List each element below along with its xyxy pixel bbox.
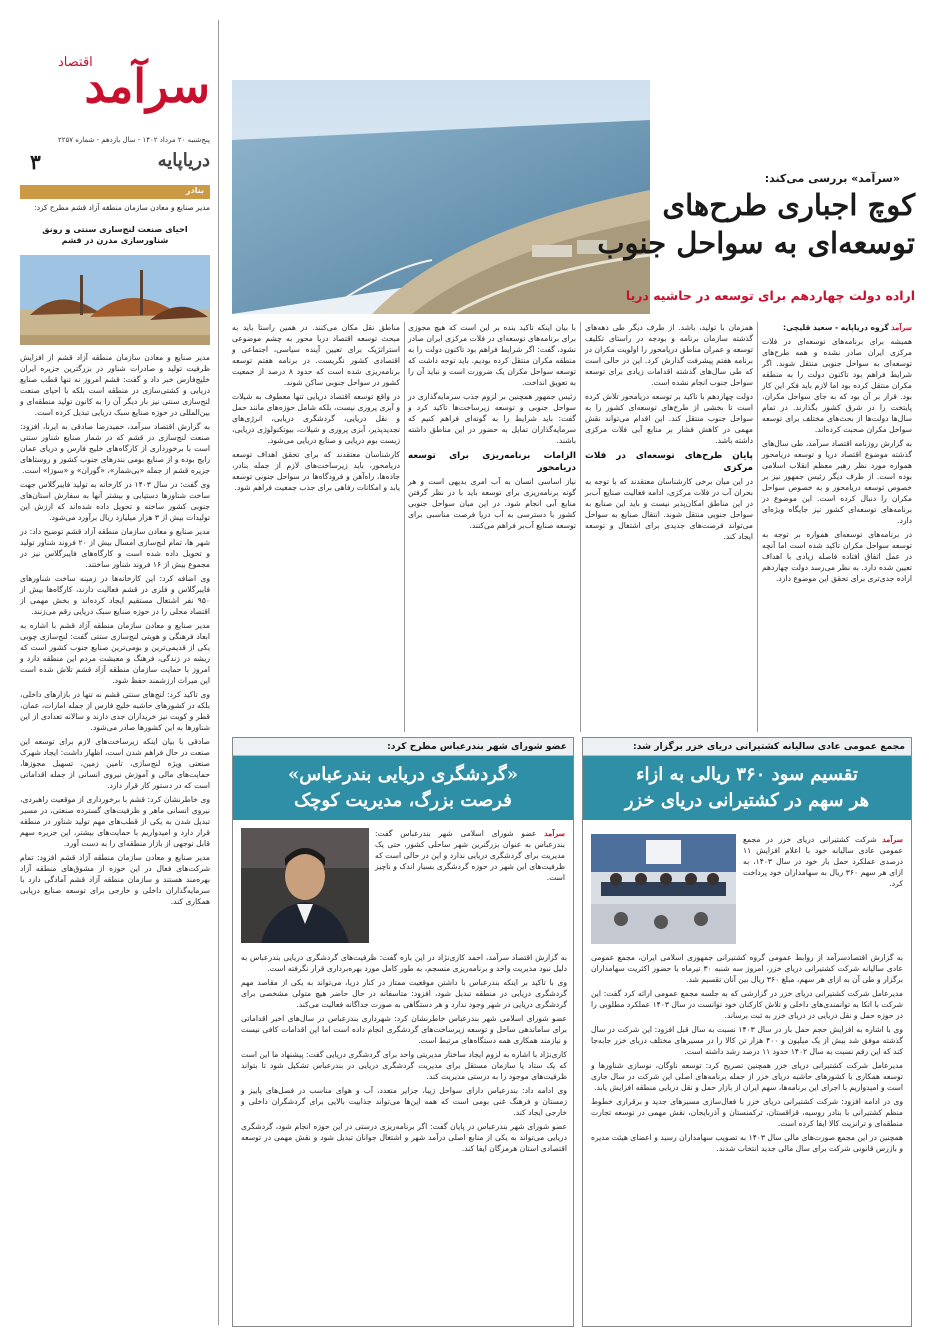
caspian-paragraph: وی در ادامه افزود: شرکت کشتیرانی دریای خزر با فعال‌سازی مسیرهای جدید و برقراری خطوط منظم کشتیرانی با بنادر روسیه، قزاقستان، ترکمنستان و آذربایجان، نقش مهمی در توسعه تجارت منطقه‌ای و ترانزیت کالا ایفا کرده است. xyxy=(591,1097,903,1128)
tourism-paragraph: وی با تاکید بر اینکه بندرعباس با داشتن موقعیت ممتاز در کنار دریا، می‌تواند به یکی از مقاصد مهم گردشگری دریایی در منطقه تبدیل شود، افزود: متاسفانه در حال حاضر هیچ متولی مشخصی برای گردشگری دریایی در شهر وجود ندارد و هر دستگاهی به صورت جداگانه فعالیت می‌کند. xyxy=(241,978,567,1009)
main-paragraph: در این میان برخی کارشناسان معتقدند که با توجه به بحران آب در فلات مرکزی، ادامه فعالیت صنایع آب‌بر در این مناطق امکان‌پذیر نیست و باید این صنایع به سواحل جنوبی منتقل شوند. انتقال صنایع به سواحل می‌تواند فرصت‌های جدیدی برای اشتغال و توسعه ایجاد کند. xyxy=(585,477,753,541)
sidebar-headline: احیای صنعت لنج‌سازی سنتی و رونق شناورسازی مدرن در قشم xyxy=(42,224,188,245)
main-headline xyxy=(470,186,915,262)
page-number: ۳ xyxy=(30,150,41,174)
issue-info: پنج‌شنبه ۲۰ مرداد ۱۴۰۲ - سال یازدهم - شماره ۲۲۵۷ xyxy=(57,136,210,144)
tourism-headline-line1: «گردشگری دریایی بندرعباس» xyxy=(287,764,519,785)
main-column-4 xyxy=(232,322,400,734)
caspian-intro-body: شرکت کشتیرانی دریای خزر در مجمع عمومی عادی سالیانه خود با اعلام افزایش ۱۱ درصدی عملکرد حمل بار خود در سال ۱۴۰۳، به ازای هر سهم ۳۶۰ ریال به سهامداران خود پرداخت کرد. xyxy=(743,835,903,888)
byline xyxy=(762,322,912,333)
sidebar-paragraph: وی گفت: در سال ۱۴۰۳ در کارخانه به تولید فایبرگلاس جهت ساخت شناورها دستیابی و بیشتر آنها به سفارش استان‌های جنوبی کشور ساخته و تحویل داده شده‌اند که ارزش این تولیدات بیش از ۳ هزار میلیارد ریال برآورد می‌شود. xyxy=(20,480,210,522)
main-paragraph: کارشناسان معتقدند که برای تحقق اهداف توسعه دریامحور، باید زیرساخت‌های لازم از جمله بنادر، جاده‌ها، راه‌آهن و فرودگاه‌ها در سواحل جنوبی توسعه یابد و امکانات رفاهی برای جذب جمعیت فراهم شود. xyxy=(232,450,400,492)
caspian-body xyxy=(591,952,903,1320)
masthead-small-text: اقتصاد xyxy=(58,55,93,70)
byline-brand: سرآمد xyxy=(891,323,912,332)
tourism-body xyxy=(241,952,567,1320)
main-paragraph: در برنامه‌های توسعه‌ای همواره بر توجه به توسعه سواحل مکران تاکید شده است اما آنچه در عمل اتفاق افتاده فاصله زیادی با اهداف تعیین شده دارد. به نظر می‌رسد دولت چهاردهم اراده جدی‌تری برای تحقق این موضوع دارد. xyxy=(762,530,912,583)
main-kicker: «سرآمد» بررسی می‌کند: xyxy=(764,172,900,185)
caspian-brand: سرآمد xyxy=(882,835,903,844)
sidebar-paragraph: وی اضافه کرد: این کارخانه‌ها در زمینه ساخت شناورهای فایبرگلاس و فلزی در قشم فعالیت دارند، کارگاه‌ها بیش از ۹۵۰ نفر اشتغال مستقیم ایجاد کرده‌اند و بخش مهمی از اقتصاد محلی را در حوزه صنایع سبک دریایی رقم می‌زنند. xyxy=(20,574,210,616)
main-subheading: الزامات برنامه‌ریزی برای توسعه دریامحور xyxy=(408,451,576,473)
sidebar-paragraph: مدیر صنایع و معادن سازمان منطقه آزاد قشم از افزایش ظرفیت تولید و صادرات شناور در بزرگترین جزیره ایران خلیج‌فارس خبر داد و گفت: قشم امروز نه تنها قطب صنایع دریایی و کشتی‌سازی در منطقه است بلکه با احیای صنعت لنج‌سازی سنتی نیز بار دیگر آن را به کانون تولید منطقه‌ای و بین‌المللی در حوزه صنایع سبک دریایی تبدیل کرده است. xyxy=(20,353,210,417)
tourism-headline-line2: فرصت بزرگ، مدیریت کوچک xyxy=(294,790,512,811)
tourism-brand: سرآمد xyxy=(544,829,565,838)
caspian-headline-line2: هر سهم در کشتیرانی دریای خزر xyxy=(624,790,870,811)
sidebar-paragraph: مدیر صنایع و معادن سازمان منطقه آزاد قشم افزود: تمام شرکت‌های فعال در این حوزه از مشوق‌های منطقه آزاد بهره‌مند هستند و سازمان منطقه آزاد قشم آمادگی دارد با سرمایه‌گذاران داخلی و خارجی برای توسعه صنایع دریایی همکاری کند. xyxy=(20,853,210,906)
caspian-paragraph: به گزارش اقتصادسرآمد از روابط عمومی گروه کشتیرانی جمهوری اسلامی ایران، مجمع عمومی عادی سالیانه شرکت کشتیرانی دریای خزر، امروز سه شنبه ۳۰ تیرماه با حضور اکثریت سهامداران برگزار و طی آن به ازای هر سهم، مبلغ ۳۶۰ ریال بین آنان تقسیم شد. xyxy=(591,953,903,984)
tourism-headline xyxy=(233,756,573,820)
tourism-paragraph: کاری‌نژاد با اشاره به لزوم ایجاد ساختار مدیریتی واحد برای گردشگری دریایی گفت: پیشنهاد ما این است که یک ستاد یا سازمان مستقل برای مدیریت گردشگری دریایی در بندرعباس تشکیل شود تا بتواند ظرفیت‌های موجود را به درستی مدیریت کند. xyxy=(241,1050,567,1081)
section-band: بنادر xyxy=(20,185,210,199)
caspian-paragraph: مدیرعامل شرکت کشتیرانی دریای خزر همچنین تصریح کرد: توسعه ناوگان، نوسازی شناورها و توسعه همکاری با کشورهای حاشیه دریای خزر از جمله برنامه‌های اصلی این شرکت در سال جاری است و امیدواریم با اجرای این برنامه‌ها، سهم ایران از بازار حمل و نقل دریایی منطقه افزایش یابد. xyxy=(591,1061,903,1092)
caspian-headline xyxy=(583,756,911,820)
main-paragraph: مناطق نقل مکان می‌کنند. در همین راستا باید به مبحث توسعه اقتصاد دریا محور به چشم موضوعی استراتژیک برای تعیین آینده سیاسی، اجتماعی و اقتصادی کشور نگریست. در برنامه هفتم توسعه برنامه‌ریزی شده است که حدود ۸ درصد از جمعیت کشور در سواحل جنوبی ساکن شوند. xyxy=(232,323,400,387)
tourism-paragraph: عضو شورای شهر بندرعباس در پایان گفت: اگر برنامه‌ریزی درستی در این حوزه انجام شود، گردشگری دریایی می‌تواند به یکی از منابع اصلی درآمد شهر و اشتغال جوانان تبدیل شود و نقش مهمی در توسعه اقتصادی استان هرمزگان ایفا کند. xyxy=(241,1122,567,1153)
main-paragraph: به گزارش روزنامه اقتصاد سرآمد، طی سال‌های گذشته موضوع اقتصاد دریا و توسعه دریامحور همواره مورد نظر رهبر معظم انقلاب اسلامی بوده است. از طرف دیگر رئیس جمهور نیز بر خصوص توسعه دریامحور و به خصوص سواحل مکران را دنبال کرده است. این موضوع در برنامه‌های توسعه‌ای کشور نیز جایگاه ویژه‌ای دارد. xyxy=(762,439,912,525)
sidebar-divider xyxy=(218,20,219,1325)
tourism-paragraph: وی ادامه داد: بندرعباس دارای سواحل زیبا، جزایر متعدد، آب و هوای مناسب در فصل‌های پاییز و زمستان و فرهنگ غنی بومی است که همه این‌ها می‌تواند جذابیت بالایی برای گردشگران داخلی و خارجی ایجاد کند. xyxy=(241,1086,567,1117)
sidebar-paragraph: مدیر صنایع و معادن سازمان منطقه آزاد قشم توضیح داد: در شهر ها، تمام لنج‌سازی امسال بیش از ۲۰ فروند شناور تولید و تحویل داده شده است و کارگاه‌های فایبرگلاس نیز در مجموع بیش از ۱۶ فروند شناور ساختند. xyxy=(20,527,210,569)
main-paragraph: با بیان اینکه تاکید بنده بر این است که هیچ مجوزی برای برنامه‌های توسعه‌ای در فلات مرکزی ایران صادر نشود، گفت: اگر شرایط فراهم بود تاکنون دولت را به منطقه مکران منتقل کرده بودیم. باید توجه داشت که توسعه سواحل مکران یک ضرورت است و نباید آن را به تعویق انداخت. xyxy=(408,323,576,387)
tourism-paragraph: به گزارش اقتصاد سرآمد، احمد کاری‌نژاد در این باره گفت: ظرفیت‌های گردشگری دریایی بندرعباس به دلیل نبود مدیریت واحد و برنامه‌ریزی منسجم، به طور کامل مورد بهره‌برداری قرار نگرفته است. xyxy=(241,953,567,973)
sidebar-kicker: مدیر صنایع و معادن سازمان منطقه آزاد قشم مطرح کرد: xyxy=(34,203,210,212)
caspian-intro xyxy=(743,834,903,946)
main-paragraph: همزمان با تولید، باشد. از طرف دیگر طی دهه‌های گذشته سازمان برنامه و بودجه در راستای تکلیف توسعه و عمران مناطق دریامحور را اولویت مکران در برنامه هفتم پیشرفت گذارش کرد. این در حالی است که طی سال‌های گذشته اقدامات زیادی برای توسعه سواحل جنوب انجام نشده است. xyxy=(585,323,753,387)
sidebar-article-body xyxy=(20,352,210,1322)
sidebar-paragraph: صادقی با بیان اینکه زیرساخت‌های لازم برای توسعه این صنعت در حال فراهم شدن است، اظهار داشت: ایجاد شهرک صنعتی ویژه لنج‌سازی، تامین زمین، تسهیل مجوزها، حمایت‌های مالی و آموزش نیروی انسانی از جمله اقداماتی است که در دستور کار قرار دارد. xyxy=(20,737,210,790)
masthead-logo: سرآمد xyxy=(84,59,210,113)
tourism-intro xyxy=(375,828,565,948)
sidebar-paragraph: وی خاطرنشان کرد: قشم با برخورداری از موقعیت راهبردی، نیروی انسانی ماهر و ظرفیت‌های گسترده صنعتی، در مسیر تبدیل شدن به یکی از قطب‌های مهم تولید شناور در منطقه قرار دارد و امیدواریم با حمایت‌های بیشتر، این جزیره سهم قابل توجهی از بازار منطقه‌ای را به دست آورد. xyxy=(20,795,210,848)
main-paragraph: در واقع توسعه اقتصاد دریایی تنها معطوف به شیلات و آبزی پروری نیست، بلکه شامل حوزه‌های مانند حمل و نقل دریایی، گردشگری دریایی، انرژی‌های تجدیدپذیر، آبزی پروری و شیلات، بیوتکنولوژی دریایی، زیست بوم دریایی و صنایع دریایی می‌شود. xyxy=(232,392,400,445)
main-column-3 xyxy=(408,322,576,734)
main-paragraph: رئیس جمهور همچنین بر لزوم جذب سرمایه‌گذاری در سواحل جنوبی و توسعه زیرساخت‌ها تاکید کرد و گفت: باید شرایط را به گونه‌ای فراهم کنیم که سرمایه‌گذاران تمایل به حضور در این مناطق داشته باشند. xyxy=(408,392,576,445)
tourism-intro-body: عضو شورای اسلامی شهر بندرعباس گفت: بندرعباس به عنوان بزرگترین شهر ساحلی کشور، حتی یک مدیریت برای گردشگری دریایی ندارد و این در حالی است که ظرفیت‌های این شهر در حوزه گردشگری بسیار اندک و ناچیز است. xyxy=(375,829,565,882)
main-paragraph: همیشه برای برنامه‌های توسعه‌ای در فلات مرکزی ایران صادر نشده و همه طرح‌های توسعه‌ای به سواحل جنوبی منتقل شوند. اگر شرایط فراهم بود تاکنون دولت را به منطقه مکران منتقل کرده بود اما لازم باید فکر این کار بود. قرار بر آن بود که به جای سواحل مکران، پایتخت را در شرق کشور بگذارند. در تمام سال‌ها دولت‌ها از بحث‌های مختلف برای توسعه سواحل مکران صحبت کرده‌اند. xyxy=(762,337,912,434)
main-column-2 xyxy=(585,322,753,734)
column-divider xyxy=(580,322,581,732)
caspian-intro-text xyxy=(743,834,903,889)
caspian-headline-line1: تقسیم سود ۳۶۰ ریالی به ازاء xyxy=(636,764,858,785)
section-name: دریاپایه xyxy=(157,150,210,171)
caspian-paragraph: مدیرعامل شرکت کشتیرانی دریای خزر در گزارشی که به جلسه مجمع عمومی ارائه کرد گفت: این شرکت با اتکا به توانمندی‌های داخلی و تلاش کارکنان خود توانست در سال ۱۴۰۳ عملکرد مطلوبی را در حوزه حمل و نقل دریایی در دریای خزر به ثبت برساند. xyxy=(591,989,903,1020)
main-paragraph: دولت چهاردهم با تاکید بر توسعه دریامحور تلاش کرده است تا بخشی از طرح‌های توسعه‌ای کشور را به سواحل جنوب منتقل کند. این اقدام می‌تواند نقش مهمی در کاهش فشار بر منابع آبی فلات مرکزی داشته باشد. xyxy=(585,392,753,445)
masthead xyxy=(40,55,210,125)
tourism-paragraph: عضو شورای اسلامی شهر بندرعباس خاطرنشان کرد: شهرداری بندرعباس در سال‌های اخیر اقداماتی برای ساماندهی ساحل و توسعه زیرساخت‌های گردشگری انجام داده است اما این اقدامات کافی نیست و نیازمند همکاری همه دستگاه‌های مرتبط است. xyxy=(241,1014,567,1045)
bandar-abbas-tourism-box xyxy=(232,737,574,1327)
byline-author: گروه دریاپایه - سعید قلیچی: xyxy=(783,323,889,332)
tourism-intro-text xyxy=(375,828,565,883)
column-divider xyxy=(757,322,758,732)
sidebar-paragraph: وی تاکید کرد: لنج‌های سنتی قشم نه تنها در بازارهای داخلی، بلکه در کشورهای حاشیه خلیج فارس از جمله امارات، عمان، قطر و کویت نیز خریداران جدی دارند و سالانه تعدادی از این شناورها به این کشورها صادر می‌شود. xyxy=(20,690,210,732)
caspian-paragraph: وی با اشاره به افزایش حجم حمل بار در سال ۱۴۰۳ نسبت به سال قبل افزود: این شرکت در سال گذشته موفق شد بیش از یک میلیون و ۴۰۰ هزار تن کالا را در مسیرهای مختلف دریای خزر جابه‌جا کند که این رقم نسبت به سال ۱۴۰۲ حدود ۱۱ درصد رشد داشته است. xyxy=(591,1025,904,1056)
tourism-kicker: عضو شورای شهر بندرعباس مطرح کرد: xyxy=(233,738,573,756)
caspian-meeting-photo xyxy=(591,834,736,944)
sidebar-paragraph: مدیر صنایع و معادن سازمان منطقه آزاد قشم با اشاره به ابعاد فرهنگی و هویتی لنج‌سازی سنتی گفت: لنج‌سازی چوبی یکی از قدیمی‌ترین و بومی‌ترین صنایع جنوب کشور است که ریشه در زندگی، فرهنگ و معیشت مردم این منطقه دارد و امروز با حمایت سازمان منطقه آزاد قشم تلاش شده است این میراث ارزشمند حفظ شود. xyxy=(20,621,210,685)
main-subheadline: اراده دولت چهاردهم برای توسعه در حاشیه دریا xyxy=(625,288,915,303)
column-divider xyxy=(404,322,405,732)
main-paragraph: نیاز اساسی انسان به آب امری بدیهی است و هر گونه برنامه‌ریزی برای توسعه باید با در نظر گرفتن منابع آبی انجام شود. در این میان سواحل جنوبی کشور با دسترسی به آب دریا فرصت مناسبی برای توسعه صنایع آب‌بر فراهم می‌کنند. xyxy=(408,477,576,530)
main-subheading: پایان طرح‌های توسعه‌ای در فلات مرکزی xyxy=(585,451,753,473)
caspian-shipping-box xyxy=(582,737,912,1327)
main-headline-line1: کوچ اجباری طرح‌های xyxy=(662,188,915,222)
council-member-portrait xyxy=(241,828,369,943)
caspian-paragraph: همچنین در این مجمع صورت‌های مالی سال ۱۴۰۳ به تصویب سهامداران رسید و اعضای هیئت مدیره و بازرس قانونی شرکت برای سال مالی جدید انتخاب شدند. xyxy=(591,1133,904,1153)
main-column-1 xyxy=(762,322,912,734)
caspian-kicker: مجمع عمومی عادی سالیانه کشتیرانی دریای خزر برگزار شد: xyxy=(583,738,911,756)
main-headline-line2: توسعه‌ای به سواحل جنوب xyxy=(597,226,915,260)
sidebar-paragraph: به گزارش اقتصاد سرآمد، حمیدرضا صادقی به ایرنا، افزود: صنعت لنج‌سازی در قشم که در شمار صنایع شناور سنتی است با برخورداری از کارگاه‌های خلیج فارس و دریای عمان رایج بوده و از صنایع بومی بندرهای جنوب کشور و روستاهای جزیره قشم از جمله «بی‌شمار»، «گوران» و «سوزا» است. xyxy=(20,422,210,475)
sidebar-photo-boats xyxy=(20,255,210,345)
